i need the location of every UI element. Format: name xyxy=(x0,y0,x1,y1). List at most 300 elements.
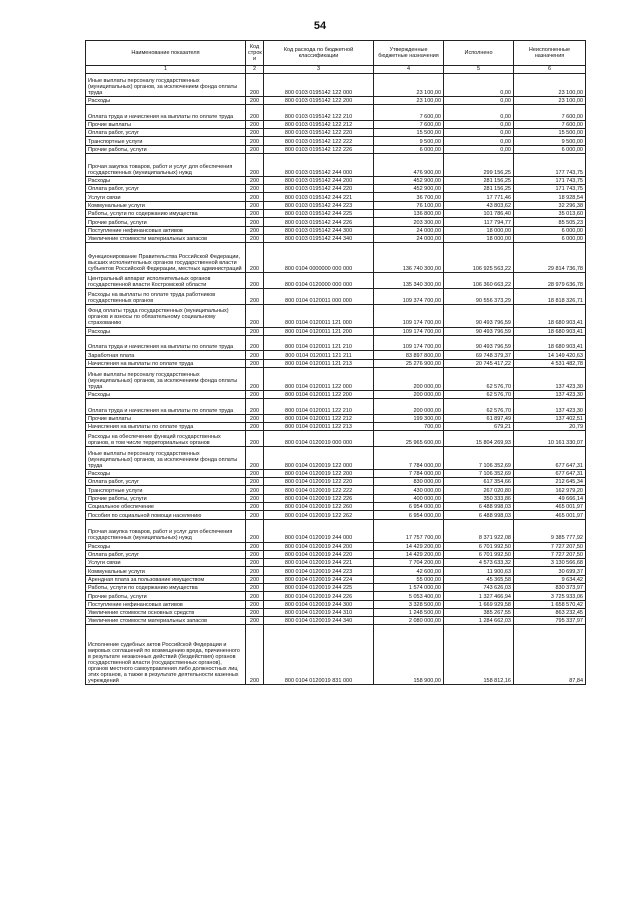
row-name: Оплата работ, услуг xyxy=(86,185,246,193)
row-remaining: 677 647,31 xyxy=(514,469,586,477)
row-approved: 14 429 200,00 xyxy=(374,550,444,558)
row-executed: 7 106 352,69 xyxy=(444,469,514,477)
row-line-code: 200 xyxy=(246,273,264,289)
row-line-code: 200 xyxy=(246,74,264,97)
table-row xyxy=(86,486,586,494)
row-executed: 158 812,16 xyxy=(444,625,514,684)
row-remaining: 18 680 903,41 xyxy=(514,335,586,351)
row-remaining: 7 600,00 xyxy=(514,120,586,128)
table-row xyxy=(86,519,586,542)
row-budget-code: 800 0104 0120019 122 262 xyxy=(264,511,374,519)
row-approved: 7 784 000,00 xyxy=(374,446,444,469)
row-name: Заработная плата xyxy=(86,351,246,359)
row-name: Фонд оплаты труда государственных (муниципальных) органов и взносы по обязательному социальному страхованию xyxy=(86,304,246,327)
row-line-code: 200 xyxy=(246,218,264,226)
row-approved: 25 276 900,00 xyxy=(374,359,444,367)
row-remaining: 35 013,60 xyxy=(514,210,586,218)
row-line-code: 200 xyxy=(246,367,264,390)
row-remaining: 171 743,75 xyxy=(514,185,586,193)
row-line-code: 200 xyxy=(246,96,264,104)
row-remaining: 6 000,00 xyxy=(514,226,586,234)
row-name: Расходы xyxy=(86,390,246,398)
row-remaining: 14 149 420,63 xyxy=(514,351,586,359)
table-row xyxy=(86,351,586,359)
row-name: Пособия по социальной помощи населению xyxy=(86,511,246,519)
row-remaining: 32 296,38 xyxy=(514,201,586,209)
row-name: Поступление нефинансовых активов xyxy=(86,226,246,234)
row-name: Расходы на обеспечение функций государственных органов, в том числе территориальных органов xyxy=(86,431,246,447)
row-name: Транспортные услуги xyxy=(86,486,246,494)
row-remaining: 29 814 736,78 xyxy=(514,243,586,273)
table-row xyxy=(86,74,586,97)
row-remaining: 177 743,75 xyxy=(514,153,586,176)
budget-execution-table xyxy=(85,40,586,685)
row-name: Увеличение стоимости основных средств xyxy=(86,608,246,616)
row-executed: 1 669 929,58 xyxy=(444,600,514,608)
row-approved: 452 900,00 xyxy=(374,176,444,184)
row-executed: 62 576,70 xyxy=(444,390,514,398)
table-row xyxy=(86,153,586,176)
column-number: 4 xyxy=(374,66,444,74)
row-line-code: 200 xyxy=(246,567,264,575)
row-name: Расходы на выплаты по оплате труда работников государственных органов xyxy=(86,289,246,305)
row-executed: 106 360 663,22 xyxy=(444,273,514,289)
table-row xyxy=(86,145,586,153)
row-budget-code: 800 0103 0195142 244 340 xyxy=(264,234,374,242)
row-name: Оплата работ, услуг xyxy=(86,550,246,558)
row-approved: 17 757 700,00 xyxy=(374,519,444,542)
table-row xyxy=(86,617,586,625)
row-executed: 267 020,80 xyxy=(444,486,514,494)
row-approved: 400 000,00 xyxy=(374,494,444,502)
row-budget-code: 800 0103 0195142 244 220 xyxy=(264,185,374,193)
row-approved: 430 000,00 xyxy=(374,486,444,494)
row-executed: 11 900,63 xyxy=(444,567,514,575)
row-budget-code: 800 0103 0195142 122 200 xyxy=(264,96,374,104)
column-number: 3 xyxy=(264,66,374,74)
row-budget-code: 800 0104 0120019 000 000 xyxy=(264,431,374,447)
row-budget-code: 800 0104 0120011 121 213 xyxy=(264,359,374,367)
row-budget-code: 800 0104 0120019 122 226 xyxy=(264,494,374,502)
row-remaining: 6 000,00 xyxy=(514,234,586,242)
row-executed: 0,00 xyxy=(444,120,514,128)
row-budget-code: 800 0104 0120019 122 000 xyxy=(264,446,374,469)
row-executed: 0,00 xyxy=(444,129,514,137)
row-remaining: 9 634,42 xyxy=(514,575,586,583)
row-budget-code: 800 0104 0120019 122 200 xyxy=(264,469,374,477)
row-name: Социальное обеспечение xyxy=(86,503,246,511)
row-name: Увеличение стоимости материальных запасов xyxy=(86,617,246,625)
row-executed: 299 156,25 xyxy=(444,153,514,176)
row-name: Начисления на выплаты по оплате труда xyxy=(86,359,246,367)
row-budget-code: 800 0104 0120019 244 220 xyxy=(264,550,374,558)
row-approved: 452 900,00 xyxy=(374,185,444,193)
row-budget-code: 800 0104 0120011 121 000 xyxy=(264,304,374,327)
row-budget-code: 800 0104 0000000 000 000 xyxy=(264,243,374,273)
table-row xyxy=(86,120,586,128)
row-remaining: 9 385 777,92 xyxy=(514,519,586,542)
table-row xyxy=(86,243,586,273)
row-executed: 17 771,46 xyxy=(444,193,514,201)
row-approved: 9 500,00 xyxy=(374,137,444,145)
row-executed: 62 576,70 xyxy=(444,367,514,390)
row-executed: 61 897,49 xyxy=(444,414,514,422)
row-remaining: 18 818 326,71 xyxy=(514,289,586,305)
row-line-code: 200 xyxy=(246,234,264,242)
row-executed: 106 925 563,22 xyxy=(444,243,514,273)
table-row xyxy=(86,176,586,184)
row-budget-code: 800 0104 0120019 122 222 xyxy=(264,486,374,494)
row-line-code: 200 xyxy=(246,120,264,128)
row-executed: 43 803,62 xyxy=(444,201,514,209)
row-name: Расходы xyxy=(86,176,246,184)
table-row xyxy=(86,542,586,550)
row-name: Прочая закупка товаров, работ и услуг для обеспечения государственных (муниципальных) нужд xyxy=(86,519,246,542)
row-remaining: 20,79 xyxy=(514,423,586,431)
row-name: Оплата труда и начисления на выплаты по оплате труда xyxy=(86,105,246,121)
row-line-code: 200 xyxy=(246,137,264,145)
row-name: Прочая закупка товаров, работ и услуг для обеспечения государственных (муниципальных) нужд xyxy=(86,153,246,176)
row-line-code: 200 xyxy=(246,289,264,305)
row-approved: 5 053 400,00 xyxy=(374,592,444,600)
table-row xyxy=(86,218,586,226)
row-name: Оплата труда и начисления на выплаты по оплате труда xyxy=(86,399,246,415)
row-remaining: 137 423,30 xyxy=(514,399,586,415)
row-budget-code: 800 0104 0120011 000 000 xyxy=(264,289,374,305)
row-remaining: 212 645,34 xyxy=(514,478,586,486)
row-approved: 6 000,00 xyxy=(374,145,444,153)
row-approved: 23 100,00 xyxy=(374,74,444,97)
row-budget-code: 800 0104 0120019 244 226 xyxy=(264,592,374,600)
page-number: 54 xyxy=(313,20,327,32)
row-approved: 2 080 000,00 xyxy=(374,617,444,625)
row-approved: 7 600,00 xyxy=(374,120,444,128)
row-budget-code: 800 0103 0195142 122 210 xyxy=(264,105,374,121)
row-executed: 90 556 373,29 xyxy=(444,289,514,305)
row-executed: 6 488 998,03 xyxy=(444,511,514,519)
row-executed: 69 748 379,37 xyxy=(444,351,514,359)
row-executed: 6 488 998,03 xyxy=(444,503,514,511)
table-row xyxy=(86,390,586,398)
row-budget-code: 800 0104 0120011 122 212 xyxy=(264,414,374,422)
row-name: Поступление нефинансовых активов xyxy=(86,600,246,608)
row-approved: 476 900,00 xyxy=(374,153,444,176)
row-remaining: 137 423,30 xyxy=(514,367,586,390)
table-row xyxy=(86,327,586,335)
row-executed: 0,00 xyxy=(444,96,514,104)
row-approved: 109 174 700,00 xyxy=(374,327,444,335)
row-executed: 90 493 796,59 xyxy=(444,335,514,351)
row-executed: 743 626,03 xyxy=(444,584,514,592)
row-line-code: 200 xyxy=(246,210,264,218)
row-budget-code: 800 0104 0120019 122 220 xyxy=(264,478,374,486)
table-row xyxy=(86,335,586,351)
table-row xyxy=(86,129,586,137)
row-remaining: 677 647,31 xyxy=(514,446,586,469)
row-line-code: 200 xyxy=(246,390,264,398)
row-executed: 45 365,58 xyxy=(444,575,514,583)
row-budget-code: 800 0104 0120011 121 200 xyxy=(264,327,374,335)
row-line-code: 200 xyxy=(246,559,264,567)
row-approved: 36 700,00 xyxy=(374,193,444,201)
row-executed: 617 354,66 xyxy=(444,478,514,486)
row-line-code: 200 xyxy=(246,359,264,367)
row-name: Расходы xyxy=(86,542,246,550)
row-executed: 7 106 352,69 xyxy=(444,446,514,469)
row-remaining: 7 727 207,50 xyxy=(514,542,586,550)
row-remaining: 9 500,00 xyxy=(514,137,586,145)
row-name: Исполнение судебных актов Российской Федерации и мировых соглашений по возмещению вреда, причиненного в результате незаконных действий (бездействия) органов государственной власти (государственных органов), органов местного самоуправления либо должностных лиц этих органов, а также в результате деятельности казенных учреждений xyxy=(86,625,246,684)
table-row xyxy=(86,559,586,567)
row-executed: 90 493 796,59 xyxy=(444,304,514,327)
row-executed: 1 327 466,94 xyxy=(444,592,514,600)
table-body xyxy=(86,74,586,685)
row-budget-code: 800 0104 0120019 244 224 xyxy=(264,575,374,583)
row-line-code: 200 xyxy=(246,399,264,415)
row-line-code: 200 xyxy=(246,431,264,447)
row-name: Коммунальные услуги xyxy=(86,567,246,575)
row-budget-code: 800 0104 0120011 122 210 xyxy=(264,399,374,415)
row-executed: 4 573 633,32 xyxy=(444,559,514,567)
row-line-code: 200 xyxy=(246,446,264,469)
row-remaining: 171 743,75 xyxy=(514,176,586,184)
row-line-code: 200 xyxy=(246,494,264,502)
row-name: Услуги связи xyxy=(86,193,246,201)
row-line-code: 200 xyxy=(246,423,264,431)
row-remaining: 7 727 207,50 xyxy=(514,550,586,558)
table-row xyxy=(86,185,586,193)
row-approved: 1 248 500,00 xyxy=(374,608,444,616)
row-approved: 15 500,00 xyxy=(374,129,444,137)
table-header-row xyxy=(86,41,586,66)
table-row xyxy=(86,399,586,415)
header-indicator-name: Наименование показателя xyxy=(86,41,246,66)
row-line-code: 200 xyxy=(246,201,264,209)
row-approved: 203 300,00 xyxy=(374,218,444,226)
header-approved: Утвержденные бюджетные назначения xyxy=(374,41,444,66)
row-name: Услуги связи xyxy=(86,559,246,567)
row-budget-code: 800 0103 0195142 244 221 xyxy=(264,193,374,201)
row-executed: 1 284 662,03 xyxy=(444,617,514,625)
row-remaining: 3 130 566,68 xyxy=(514,559,586,567)
row-executed: 6 701 992,50 xyxy=(444,542,514,550)
table-row xyxy=(86,96,586,104)
row-remaining: 137 402,51 xyxy=(514,414,586,422)
row-budget-code: 800 0104 0120019 244 340 xyxy=(264,617,374,625)
row-name: Прочие работы, услуги xyxy=(86,145,246,153)
row-remaining: 4 531 482,78 xyxy=(514,359,586,367)
row-line-code: 200 xyxy=(246,478,264,486)
row-approved: 135 340 300,00 xyxy=(374,273,444,289)
table-row xyxy=(86,592,586,600)
row-line-code: 200 xyxy=(246,185,264,193)
table-row xyxy=(86,234,586,242)
row-line-code: 200 xyxy=(246,129,264,137)
row-name: Расходы xyxy=(86,96,246,104)
row-budget-code: 800 0104 0120019 244 221 xyxy=(264,559,374,567)
row-remaining: 830 373,97 xyxy=(514,584,586,592)
table-row xyxy=(86,478,586,486)
row-name: Прочие выплаты xyxy=(86,414,246,422)
row-budget-code: 800 0103 0195142 244 300 xyxy=(264,226,374,234)
table-row xyxy=(86,575,586,583)
row-approved: 6 954 000,00 xyxy=(374,503,444,511)
row-budget-code: 800 0104 0120019 244 225 xyxy=(264,584,374,592)
row-approved: 76 100,00 xyxy=(374,201,444,209)
row-name: Начисления на выплаты по оплате труда xyxy=(86,423,246,431)
table-row xyxy=(86,210,586,218)
table-row xyxy=(86,359,586,367)
column-number: 2 xyxy=(246,66,264,74)
row-budget-code: 800 0103 0195142 122 226 xyxy=(264,145,374,153)
row-name: Оплата труда и начисления на выплаты по оплате труда xyxy=(86,335,246,351)
table-row xyxy=(86,494,586,502)
row-approved: 158 900,00 xyxy=(374,625,444,684)
row-approved: 25 965 600,00 xyxy=(374,431,444,447)
row-remaining: 18 680 903,41 xyxy=(514,327,586,335)
table-row xyxy=(86,289,586,305)
row-remaining: 162 979,20 xyxy=(514,486,586,494)
row-remaining: 85 505,23 xyxy=(514,218,586,226)
row-budget-code: 800 0104 0120019 244 000 xyxy=(264,519,374,542)
row-line-code: 200 xyxy=(246,625,264,684)
row-line-code: 200 xyxy=(246,327,264,335)
row-executed: 281 156,25 xyxy=(444,176,514,184)
table-row xyxy=(86,105,586,121)
row-name: Оплата работ, услуг xyxy=(86,129,246,137)
row-approved: 109 374 700,00 xyxy=(374,289,444,305)
row-budget-code: 800 0103 0195142 122 000 xyxy=(264,74,374,97)
row-line-code: 200 xyxy=(246,105,264,121)
row-executed: 0,00 xyxy=(444,137,514,145)
row-approved: 109 174 700,00 xyxy=(374,335,444,351)
row-line-code: 200 xyxy=(246,145,264,153)
row-name: Прочие работы, услуги xyxy=(86,218,246,226)
table-row xyxy=(86,608,586,616)
table-row xyxy=(86,600,586,608)
row-line-code: 200 xyxy=(246,469,264,477)
row-budget-code: 800 0104 0120019 244 310 xyxy=(264,608,374,616)
row-line-code: 200 xyxy=(246,193,264,201)
table-row xyxy=(86,431,586,447)
row-budget-code: 800 0103 0195142 244 223 xyxy=(264,201,374,209)
row-budget-code: 800 0103 0195142 244 226 xyxy=(264,218,374,226)
table-row xyxy=(86,625,586,684)
column-number-row xyxy=(86,66,586,74)
header-budget-code: Код расхода по бюджетной классификации xyxy=(264,41,374,66)
row-budget-code: 800 0104 0120011 122 200 xyxy=(264,390,374,398)
row-line-code: 200 xyxy=(246,414,264,422)
row-approved: 24 000,00 xyxy=(374,226,444,234)
row-remaining: 1 658 570,42 xyxy=(514,600,586,608)
row-remaining: 137 423,30 xyxy=(514,390,586,398)
row-line-code: 200 xyxy=(246,486,264,494)
row-remaining: 6 000,00 xyxy=(514,145,586,153)
row-budget-code: 800 0103 0195142 244 000 xyxy=(264,153,374,176)
row-remaining: 49 666,14 xyxy=(514,494,586,502)
row-approved: 136 800,00 xyxy=(374,210,444,218)
table-row xyxy=(86,304,586,327)
row-executed: 117 794,77 xyxy=(444,218,514,226)
row-approved: 1 574 000,00 xyxy=(374,584,444,592)
row-name: Иные выплаты персоналу государственных (муниципальных) органов, за исключением фонда оплаты труда xyxy=(86,446,246,469)
row-budget-code: 800 0103 0195142 122 222 xyxy=(264,137,374,145)
row-approved: 830 000,00 xyxy=(374,478,444,486)
row-name: Функционирование Правительства Российской Федерации, высших исполнительных органов государственной власти субъектов Российской Федерации, местных администраций xyxy=(86,243,246,273)
row-remaining: 30 699,37 xyxy=(514,567,586,575)
row-remaining: 18 680 903,41 xyxy=(514,304,586,327)
row-line-code: 200 xyxy=(246,243,264,273)
row-approved: 23 100,00 xyxy=(374,96,444,104)
row-budget-code: 800 0103 0195142 244 225 xyxy=(264,210,374,218)
row-name: Иные выплаты персоналу государственных (муниципальных) органов, за исключением фонда оплаты труда xyxy=(86,74,246,97)
table-row xyxy=(86,503,586,511)
row-line-code: 200 xyxy=(246,335,264,351)
row-name: Прочие работы, услуги xyxy=(86,592,246,600)
table-row xyxy=(86,550,586,558)
row-line-code: 200 xyxy=(246,519,264,542)
row-remaining: 795 337,97 xyxy=(514,617,586,625)
table-row xyxy=(86,567,586,575)
row-executed: 8 371 922,08 xyxy=(444,519,514,542)
table-row xyxy=(86,423,586,431)
row-name: Иные выплаты персоналу государственных (муниципальных) органов, за исключением фонда оплаты труда xyxy=(86,367,246,390)
row-line-code: 200 xyxy=(246,608,264,616)
row-executed: 20 745 417,22 xyxy=(444,359,514,367)
table-row xyxy=(86,137,586,145)
table-row xyxy=(86,367,586,390)
row-line-code: 200 xyxy=(246,351,264,359)
column-number: 6 xyxy=(514,66,586,74)
row-name: Прочие выплаты xyxy=(86,120,246,128)
row-budget-code: 800 0104 0120019 244 200 xyxy=(264,542,374,550)
table-row xyxy=(86,446,586,469)
table-row xyxy=(86,273,586,289)
row-approved: 200 000,00 xyxy=(374,390,444,398)
row-remaining: 87,84 xyxy=(514,625,586,684)
column-number: 5 xyxy=(444,66,514,74)
row-approved: 200 000,00 xyxy=(374,367,444,390)
row-line-code: 200 xyxy=(246,617,264,625)
row-remaining: 28 979 636,78 xyxy=(514,273,586,289)
row-executed: 15 804 269,93 xyxy=(444,431,514,447)
table-row xyxy=(86,193,586,201)
row-budget-code: 800 0103 0195142 122 212 xyxy=(264,120,374,128)
header-remaining: Неисполненные назначения xyxy=(514,41,586,66)
column-number: 1 xyxy=(86,66,246,74)
table-row xyxy=(86,469,586,477)
row-executed: 679,21 xyxy=(444,423,514,431)
row-name: Транспортные услуги xyxy=(86,137,246,145)
row-line-code: 200 xyxy=(246,600,264,608)
row-approved: 42 600,00 xyxy=(374,567,444,575)
row-name: Работы, услуги по содержанию имущества xyxy=(86,210,246,218)
row-approved: 24 000,00 xyxy=(374,234,444,242)
row-budget-code: 800 0104 0120019 122 260 xyxy=(264,503,374,511)
row-name: Расходы xyxy=(86,327,246,335)
row-approved: 7 704 200,00 xyxy=(374,559,444,567)
row-remaining: 7 600,00 xyxy=(514,105,586,121)
row-budget-code: 800 0104 0120000 000 000 xyxy=(264,273,374,289)
row-line-code: 200 xyxy=(246,592,264,600)
row-line-code: 200 xyxy=(246,584,264,592)
table-row xyxy=(86,584,586,592)
row-line-code: 200 xyxy=(246,575,264,583)
row-executed: 62 576,70 xyxy=(444,399,514,415)
row-executed: 90 493 796,59 xyxy=(444,327,514,335)
row-executed: 0,00 xyxy=(444,74,514,97)
row-remaining: 465 001,97 xyxy=(514,503,586,511)
